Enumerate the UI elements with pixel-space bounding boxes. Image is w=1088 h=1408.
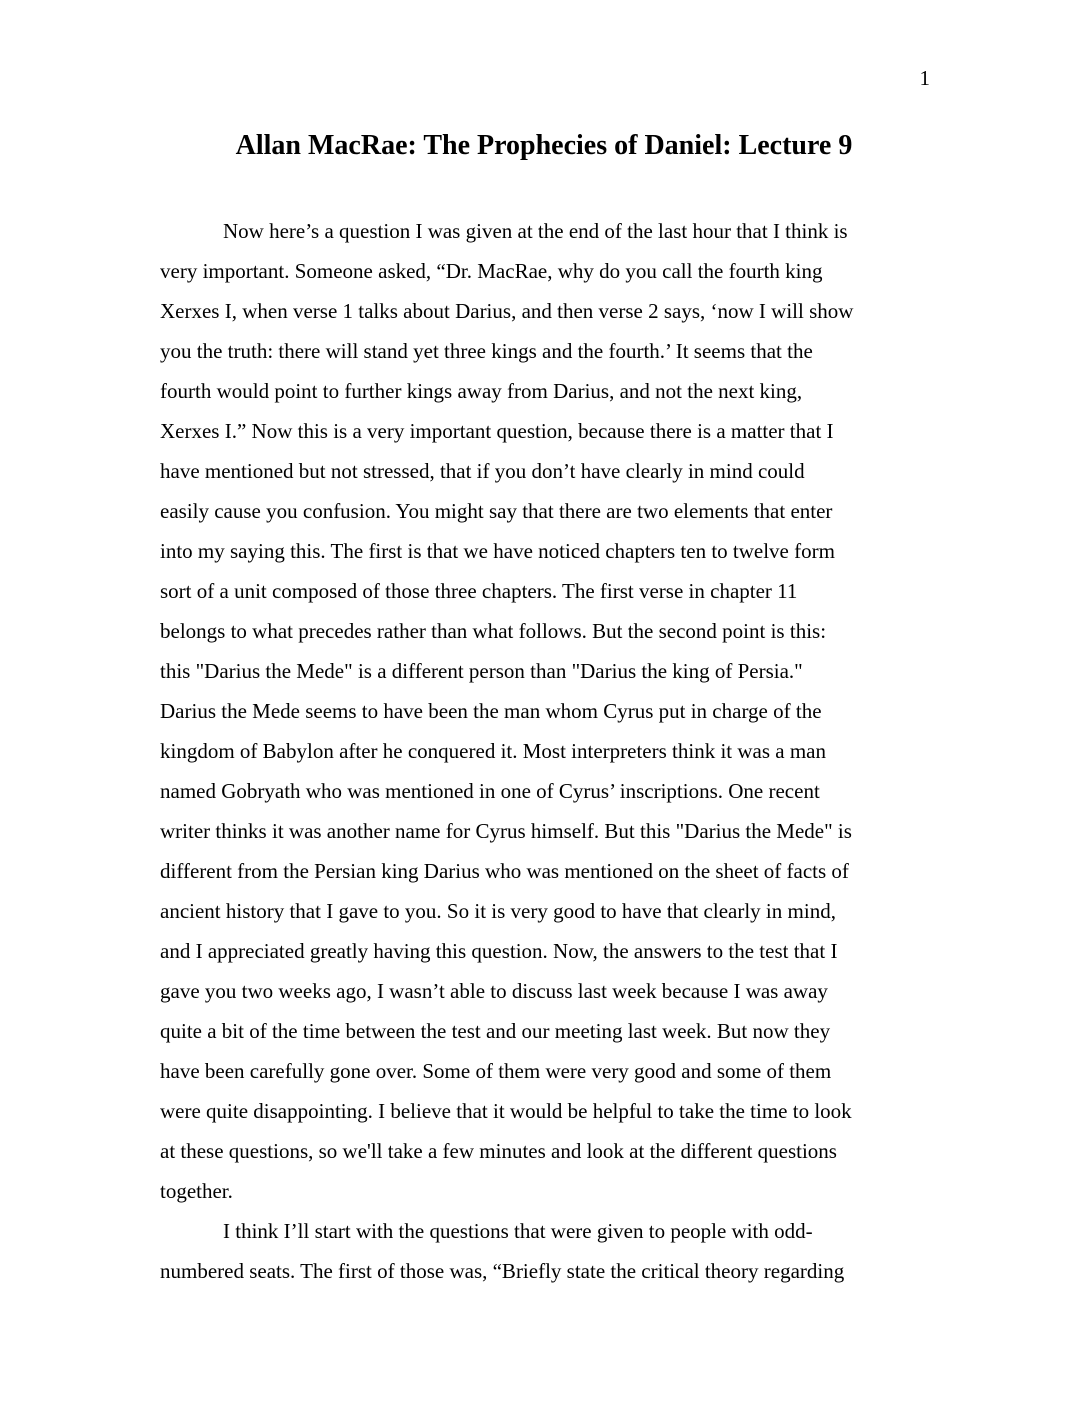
text-line: I think I’ll start with the questions that were given to people with odd- <box>223 1219 813 1243</box>
text-line: easily cause you confusion. You might say that there are two elements that enter <box>160 499 833 523</box>
page-title: Allan MacRae: The Prophecies of Daniel: Lecture 9 <box>235 130 853 161</box>
text-line: sort of a unit composed of those three chapters. The first verse in chapter 11 <box>160 579 798 603</box>
text-line: have been carefully gone over. Some of them were very good and some of them <box>160 1059 832 1083</box>
text-line: Darius the Mede seems to have been the man whom Cyrus put in charge of the <box>160 699 822 723</box>
text-line: belongs to what precedes rather than what follows. But the second point is this: <box>160 619 827 643</box>
text-line: at these questions, so we'll take a few minutes and look at the different questions <box>160 1139 837 1163</box>
text-line: Now here’s a question I was given at the end of the last hour that I think is <box>223 219 848 243</box>
text-line: different from the Persian king Darius who was mentioned on the sheet of facts of <box>160 859 849 883</box>
text-line: and I appreciated greatly having this question. Now, the answers to the test that I <box>160 939 838 963</box>
text-line: kingdom of Babylon after he conquered it. Most interpreters think it was a man <box>160 739 827 763</box>
text-line: together. <box>160 1179 233 1203</box>
text-line: Xerxes I, when verse 1 talks about Darius, and then verse 2 says, ‘now I will show <box>160 299 854 323</box>
text-line: quite a bit of the time between the test and our meeting last week. But now they <box>160 1019 831 1043</box>
text-line: gave you two weeks ago, I wasn’t able to discuss last week because I was away <box>160 979 828 1003</box>
text-line: into my saying this. The first is that we have noticed chapters ten to twelve form <box>160 539 835 563</box>
text-line: very important. Someone asked, “Dr. MacRae, why do you call the fourth king <box>160 259 823 283</box>
text-line: ancient history that I gave to you. So it is very good to have that clearly in mind, <box>160 899 836 923</box>
text-line: you the truth: there will stand yet three kings and the fourth.’ It seems that the <box>160 339 813 363</box>
text-line: Xerxes I.” Now this is a very important question, because there is a matter that I <box>160 419 834 443</box>
text-line: numbered seats. The first of those was, “Briefly state the critical theory regarding <box>160 1259 845 1283</box>
paragraph-1 <box>160 211 930 1211</box>
text-line: fourth would point to further kings away from Darius, and not the next king, <box>160 379 803 403</box>
paragraph-2 <box>160 1211 930 1291</box>
document-body <box>160 211 930 1291</box>
text-line: have mentioned but not stressed, that if you don’t have clearly in mind could <box>160 459 805 483</box>
text-line: this "Darius the Mede" is a different person than "Darius the king of Persia." <box>160 659 803 683</box>
text-line: were quite disappointing. I believe that it would be helpful to take the time to look <box>160 1099 852 1123</box>
text-line: named Gobryath who was mentioned in one of Cyrus’ inscriptions. One recent <box>160 779 820 803</box>
text-line: writer thinks it was another name for Cyrus himself. But this "Darius the Mede" is <box>160 819 852 843</box>
page-number: 1 <box>919 66 930 90</box>
